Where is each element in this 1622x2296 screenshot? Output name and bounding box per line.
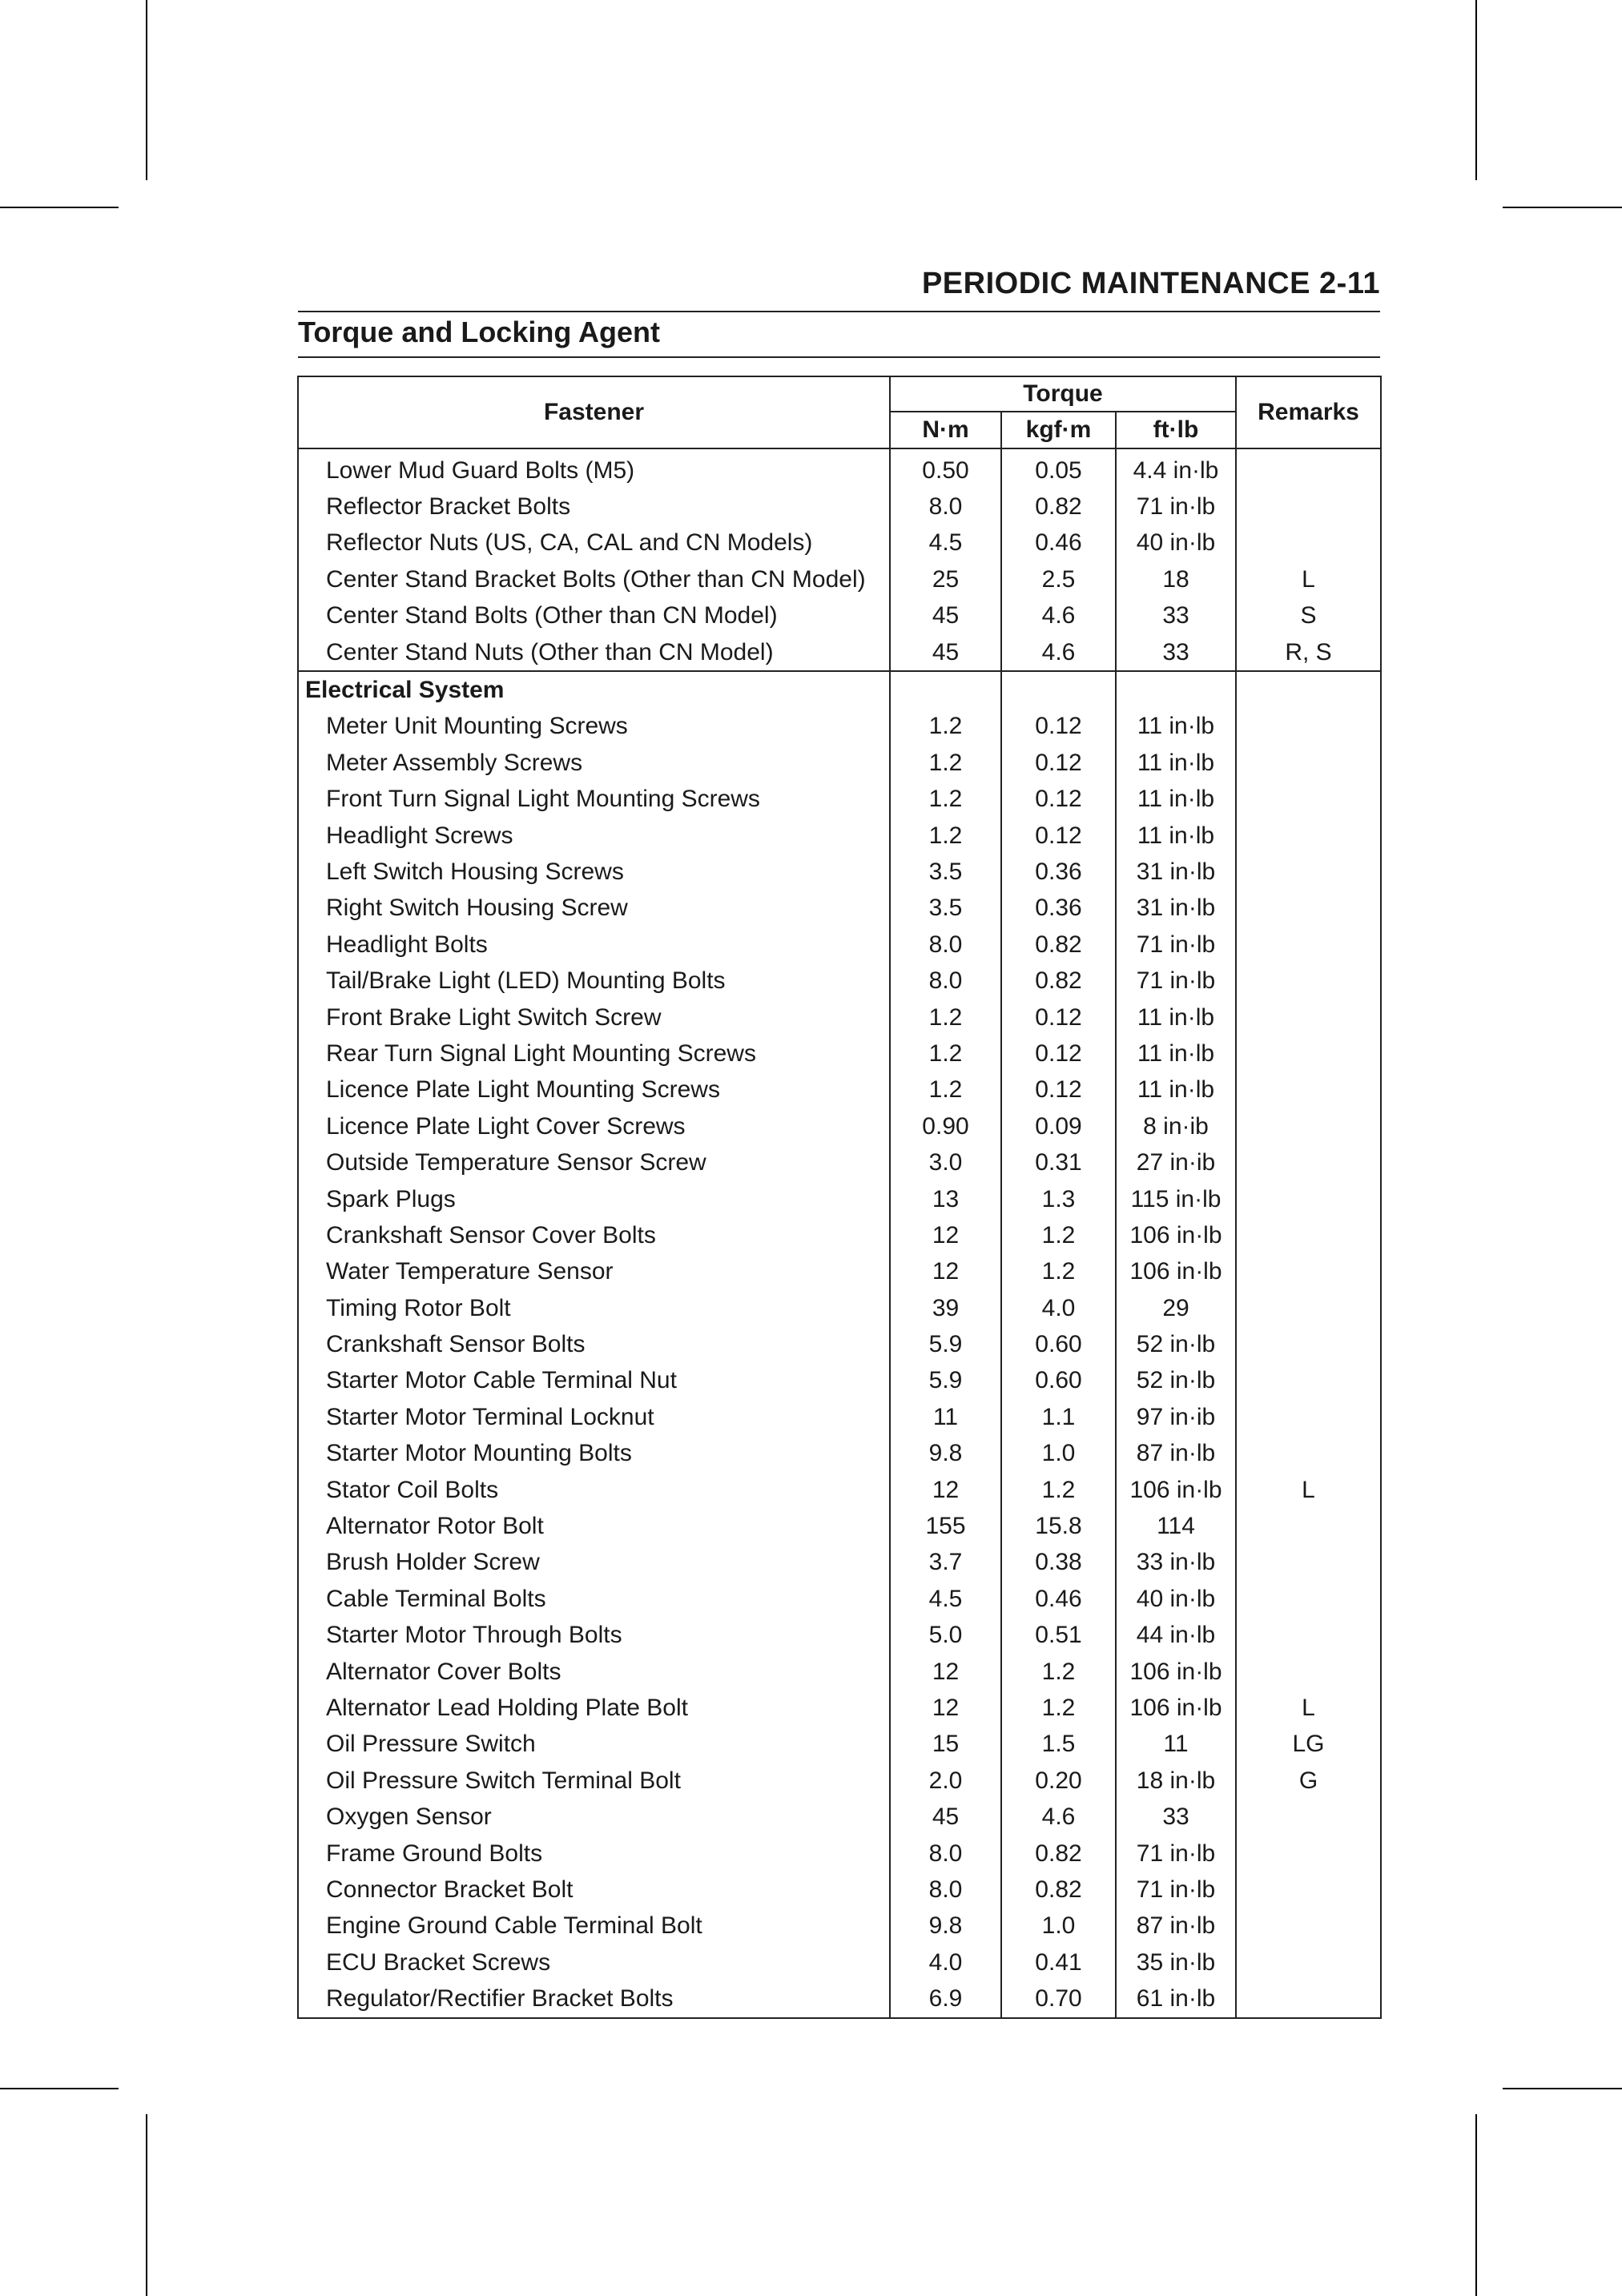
torque-kgfm: 0.12 [1001,745,1116,781]
table-row [298,1727,1381,1763]
fastener-name: Meter Assembly Screws [298,745,890,781]
remarks [1236,1581,1381,1617]
torque-ftlb: 31 in·lb [1116,891,1236,927]
torque-nm: 12 [890,1472,1001,1508]
table-row [298,1545,1381,1581]
remarks [1236,1254,1381,1290]
remarks [1236,448,1381,489]
fastener-name: Spark Plugs [298,1181,890,1217]
table-row [298,854,1381,890]
torque-ftlb: 87 in·lb [1116,1436,1236,1472]
torque-ftlb: 40 in·lb [1116,1581,1236,1617]
table-row [298,1508,1381,1544]
table-row [298,1799,1381,1835]
fastener-name: Cable Terminal Bolts [298,1581,890,1617]
table-row [298,1908,1381,1944]
remarks: L [1236,1472,1381,1508]
page-header-title: PERIODIC MAINTENANCE 2-11 [921,267,1380,300]
table-row [298,1836,1381,1872]
torque-nm: 5.0 [890,1618,1001,1654]
remarks: LG [1236,1727,1381,1763]
torque-nm: 0.50 [890,448,1001,489]
torque-kgfm: 0.82 [1001,927,1116,963]
torque-kgfm: 0.12 [1001,999,1116,1035]
section-rule [298,356,1380,358]
torque-ftlb: 33 in·lb [1116,1545,1236,1581]
torque-nm: 13 [890,1181,1001,1217]
remarks [1236,1799,1381,1835]
torque-nm: 0.90 [890,1108,1001,1144]
torque-kgfm: 1.2 [1001,1254,1116,1290]
torque-kgfm: 1.0 [1001,1908,1116,1944]
fastener-name: Oxygen Sensor [298,1799,890,1835]
crop-mark [1503,207,1622,208]
torque-ftlb: 71 in·lb [1116,1872,1236,1908]
table-row [298,1690,1381,1726]
remarks [1236,1072,1381,1108]
torque-kgfm: 0.12 [1001,818,1116,854]
table-row [298,1108,1381,1144]
torque-kgfm: 15.8 [1001,1508,1116,1544]
torque-kgfm: 1.2 [1001,1472,1116,1508]
remarks [1236,709,1381,745]
remarks [1236,1108,1381,1144]
torque-kgfm: 0.82 [1001,963,1116,999]
table-row [298,818,1381,854]
fastener-name: Alternator Rotor Bolt [298,1508,890,1544]
torque-nm: 6.9 [890,1980,1001,2017]
torque-nm: 9.8 [890,1908,1001,1944]
remarks [1236,1290,1381,1326]
remarks [1236,999,1381,1035]
remarks [1236,1035,1381,1072]
table-row [298,1254,1381,1290]
empty-cell [1001,671,1116,708]
torque-ftlb: 87 in·lb [1116,1908,1236,1944]
remarks: G [1236,1763,1381,1799]
torque-nm: 3.5 [890,891,1001,927]
torque-kgfm: 0.05 [1001,448,1116,489]
fastener-name: Headlight Screws [298,818,890,854]
torque-ftlb: 71 in·lb [1116,963,1236,999]
torque-ftlb: 71 in·lb [1116,927,1236,963]
fastener-name: Center Stand Bolts (Other than CN Model) [298,598,890,634]
torque-kgfm: 0.60 [1001,1363,1116,1399]
table-row [298,1872,1381,1908]
fastener-name: Crankshaft Sensor Cover Bolts [298,1217,890,1253]
torque-ftlb: 11 in·lb [1116,709,1236,745]
fastener-name: Timing Rotor Bolt [298,1290,890,1326]
torque-ftlb: 27 in·ib [1116,1144,1236,1180]
fastener-name: Center Stand Nuts (Other than CN Model) [298,634,890,671]
fastener-name: Oil Pressure Switch Terminal Bolt [298,1763,890,1799]
torque-kgfm: 0.51 [1001,1618,1116,1654]
fastener-name: Tail/Brake Light (LED) Mounting Bolts [298,963,890,999]
table-row [298,1144,1381,1180]
remarks: L [1236,561,1381,597]
fastener-name: Center Stand Bracket Bolts (Other than CN Model) [298,561,890,597]
header-torque: Torque [890,376,1236,412]
remarks [1236,927,1381,963]
table-row [298,448,1381,489]
torque-kgfm: 0.82 [1001,1836,1116,1872]
fastener-name: Regulator/Rectifier Bracket Bolts [298,1980,890,2017]
remarks [1236,1872,1381,1908]
crop-mark [146,2114,147,2296]
remarks [1236,1908,1381,1944]
remarks [1236,1980,1381,2017]
empty-cell [890,671,1001,708]
table-row [298,1217,1381,1253]
remarks [1236,1217,1381,1253]
torque-nm: 3.7 [890,1545,1001,1581]
torque-ftlb: 97 in·ib [1116,1399,1236,1435]
torque-kgfm: 1.2 [1001,1217,1116,1253]
remarks [1236,1181,1381,1217]
crop-mark [1475,0,1477,180]
torque-nm: 1.2 [890,1072,1001,1108]
torque-nm: 8.0 [890,489,1001,525]
torque-ftlb: 18 in·lb [1116,1763,1236,1799]
torque-nm: 25 [890,561,1001,597]
table-row [298,891,1381,927]
torque-ftlb: 33 [1116,598,1236,634]
torque-kgfm: 1.2 [1001,1690,1116,1726]
empty-cell [1236,671,1381,708]
torque-nm: 9.8 [890,1436,1001,1472]
torque-ftlb: 8 in·ib [1116,1108,1236,1144]
torque-nm: 8.0 [890,1836,1001,1872]
remarks [1236,745,1381,781]
fastener-name: Starter Motor Terminal Locknut [298,1399,890,1435]
torque-ftlb: 71 in·lb [1116,489,1236,525]
remarks [1236,1654,1381,1690]
torque-ftlb: 106 in·lb [1116,1472,1236,1508]
remarks [1236,525,1381,561]
table-row [298,598,1381,634]
fastener-name: Stator Coil Bolts [298,1472,890,1508]
torque-kgfm: 4.6 [1001,598,1116,634]
remarks: L [1236,1690,1381,1726]
remarks [1236,1436,1381,1472]
torque-ftlb: 40 in·lb [1116,525,1236,561]
table-row [298,489,1381,525]
torque-nm: 2.0 [890,1763,1001,1799]
remarks [1236,1144,1381,1180]
torque-nm: 1.2 [890,818,1001,854]
torque-ftlb: 11 in·lb [1116,999,1236,1035]
header-remarks: Remarks [1236,376,1381,448]
fastener-name: Oil Pressure Switch [298,1727,890,1763]
torque-ftlb: 106 in·lb [1116,1217,1236,1253]
torque-nm: 45 [890,1799,1001,1835]
torque-kgfm: 2.5 [1001,561,1116,597]
torque-ftlb: 52 in·lb [1116,1326,1236,1362]
torque-nm: 12 [890,1254,1001,1290]
torque-kgfm: 1.1 [1001,1399,1116,1435]
crop-mark [0,207,119,208]
table-row [298,1326,1381,1362]
header-nm: N·m [890,412,1001,448]
torque-nm: 4.5 [890,1581,1001,1617]
torque-nm: 12 [890,1690,1001,1726]
fastener-name: Starter Motor Through Bolts [298,1618,890,1654]
remarks [1236,1944,1381,1980]
fastener-name: Connector Bracket Bolt [298,1872,890,1908]
torque-kgfm: 0.46 [1001,525,1116,561]
fastener-name: Headlight Bolts [298,927,890,963]
torque-ftlb: 11 in·lb [1116,1035,1236,1072]
torque-table [297,376,1382,2019]
fastener-name: Meter Unit Mounting Screws [298,709,890,745]
table-row [298,1399,1381,1435]
torque-ftlb: 31 in·lb [1116,854,1236,890]
torque-kgfm: 0.36 [1001,854,1116,890]
torque-nm: 3.5 [890,854,1001,890]
table-row [298,709,1381,745]
table-row [298,1290,1381,1326]
fastener-name: Left Switch Housing Screws [298,854,890,890]
table-row [298,999,1381,1035]
torque-ftlb: 18 [1116,561,1236,597]
remarks [1236,489,1381,525]
torque-kgfm: 0.82 [1001,489,1116,525]
torque-nm: 11 [890,1399,1001,1435]
remarks: S [1236,598,1381,634]
torque-nm: 1.2 [890,999,1001,1035]
torque-kgfm: 0.12 [1001,1072,1116,1108]
torque-ftlb: 33 [1116,1799,1236,1835]
table-row [298,782,1381,818]
fastener-name: ECU Bracket Screws [298,1944,890,1980]
remarks [1236,854,1381,890]
torque-nm: 45 [890,634,1001,671]
fastener-name: Front Brake Light Switch Screw [298,999,890,1035]
group-title: Electrical System [298,671,890,708]
remarks [1236,1326,1381,1362]
torque-kgfm: 0.12 [1001,782,1116,818]
torque-ftlb: 11 in·lb [1116,818,1236,854]
torque-kgfm: 0.31 [1001,1144,1116,1180]
torque-ftlb: 11 in·lb [1116,745,1236,781]
table-row [298,1035,1381,1072]
remarks [1236,1545,1381,1581]
table-row [298,561,1381,597]
torque-nm: 1.2 [890,745,1001,781]
torque-ftlb: 106 in·lb [1116,1254,1236,1290]
torque-ftlb: 106 in·lb [1116,1690,1236,1726]
table-row [298,525,1381,561]
torque-ftlb: 11 in·lb [1116,782,1236,818]
torque-kgfm: 4.6 [1001,1799,1116,1835]
torque-kgfm: 0.46 [1001,1581,1116,1617]
fastener-name: Frame Ground Bolts [298,1836,890,1872]
table-row [298,1654,1381,1690]
remarks [1236,1399,1381,1435]
torque-nm: 5.9 [890,1363,1001,1399]
empty-cell [1116,671,1236,708]
table-row [298,1363,1381,1399]
torque-kgfm: 0.41 [1001,1944,1116,1980]
fastener-name: Licence Plate Light Cover Screws [298,1108,890,1144]
torque-nm: 45 [890,598,1001,634]
torque-ftlb: 11 [1116,1727,1236,1763]
fastener-name: Starter Motor Cable Terminal Nut [298,1363,890,1399]
torque-kgfm: 1.2 [1001,1654,1116,1690]
crop-mark [0,2088,119,2089]
crop-mark [1475,2114,1477,2296]
group-header-row [298,671,1381,708]
torque-nm: 1.2 [890,782,1001,818]
remarks: R, S [1236,634,1381,671]
fastener-name: Reflector Bracket Bolts [298,489,890,525]
table-row [298,1072,1381,1108]
table-row [298,927,1381,963]
torque-kgfm: 0.09 [1001,1108,1116,1144]
table-row [298,1436,1381,1472]
torque-ftlb: 35 in·lb [1116,1944,1236,1980]
torque-kgfm: 0.82 [1001,1872,1116,1908]
torque-ftlb: 29 [1116,1290,1236,1326]
fastener-name: Licence Plate Light Mounting Screws [298,1072,890,1108]
torque-nm: 12 [890,1654,1001,1690]
fastener-name: Alternator Lead Holding Plate Bolt [298,1690,890,1726]
header-rule [298,311,1380,312]
torque-ftlb: 33 [1116,634,1236,671]
torque-kgfm: 4.6 [1001,634,1116,671]
remarks [1236,963,1381,999]
remarks [1236,782,1381,818]
torque-nm: 155 [890,1508,1001,1544]
header-fastener: Fastener [298,376,890,448]
table-row [298,1763,1381,1799]
torque-ftlb: 115 in·lb [1116,1181,1236,1217]
torque-nm: 1.2 [890,709,1001,745]
torque-nm: 4.5 [890,525,1001,561]
torque-kgfm: 0.60 [1001,1326,1116,1362]
torque-kgfm: 1.3 [1001,1181,1116,1217]
torque-kgfm: 0.12 [1001,1035,1116,1072]
remarks [1236,891,1381,927]
header-kgfm: kgf·m [1001,412,1116,448]
fastener-name: Lower Mud Guard Bolts (M5) [298,448,890,489]
torque-kgfm: 0.70 [1001,1980,1116,2017]
fastener-name: Reflector Nuts (US, CA, CAL and CN Models) [298,525,890,561]
torque-nm: 12 [890,1217,1001,1253]
header-ftlb: ft·lb [1116,412,1236,448]
table-row [298,963,1381,999]
torque-kgfm: 0.38 [1001,1545,1116,1581]
fastener-name: Rear Turn Signal Light Mounting Screws [298,1035,890,1072]
fastener-name: Outside Temperature Sensor Screw [298,1144,890,1180]
torque-ftlb: 71 in·lb [1116,1836,1236,1872]
torque-kgfm: 0.12 [1001,709,1116,745]
torque-nm: 15 [890,1727,1001,1763]
torque-nm: 5.9 [890,1326,1001,1362]
fastener-name: Right Switch Housing Screw [298,891,890,927]
torque-ftlb: 106 in·lb [1116,1654,1236,1690]
fastener-name: Water Temperature Sensor [298,1254,890,1290]
torque-kgfm: 0.36 [1001,891,1116,927]
remarks [1236,1363,1381,1399]
torque-ftlb: 52 in·lb [1116,1363,1236,1399]
table-row [298,745,1381,781]
fastener-name: Brush Holder Screw [298,1545,890,1581]
torque-nm: 4.0 [890,1944,1001,1980]
fastener-name: Starter Motor Mounting Bolts [298,1436,890,1472]
crop-mark [1503,2088,1622,2089]
remarks [1236,818,1381,854]
table-row [298,634,1381,671]
torque-ftlb: 61 in·lb [1116,1980,1236,2017]
table-row [298,1472,1381,1508]
torque-kgfm: 4.0 [1001,1290,1116,1326]
table-row [298,1181,1381,1217]
table-row [298,1581,1381,1617]
torque-kgfm: 0.20 [1001,1763,1116,1799]
table-row [298,1944,1381,1980]
torque-nm: 1.2 [890,1035,1001,1072]
torque-ftlb: 44 in·lb [1116,1618,1236,1654]
table-row [298,1980,1381,2017]
section-title: Torque and Locking Agent [298,316,660,348]
remarks [1236,1508,1381,1544]
table-row [298,1618,1381,1654]
fastener-name: Front Turn Signal Light Mounting Screws [298,782,890,818]
fastener-name: Engine Ground Cable Terminal Bolt [298,1908,890,1944]
torque-nm: 3.0 [890,1144,1001,1180]
torque-nm: 8.0 [890,927,1001,963]
torque-ftlb: 4.4 in·lb [1116,448,1236,489]
crop-mark [146,0,147,180]
torque-kgfm: 1.5 [1001,1727,1116,1763]
torque-table-body [298,448,1381,2018]
fastener-name: Crankshaft Sensor Bolts [298,1326,890,1362]
fastener-name: Alternator Cover Bolts [298,1654,890,1690]
torque-nm: 8.0 [890,963,1001,999]
remarks [1236,1836,1381,1872]
torque-nm: 39 [890,1290,1001,1326]
torque-kgfm: 1.0 [1001,1436,1116,1472]
torque-nm: 8.0 [890,1872,1001,1908]
torque-ftlb: 11 in·lb [1116,1072,1236,1108]
remarks [1236,1618,1381,1654]
torque-ftlb: 114 [1116,1508,1236,1544]
